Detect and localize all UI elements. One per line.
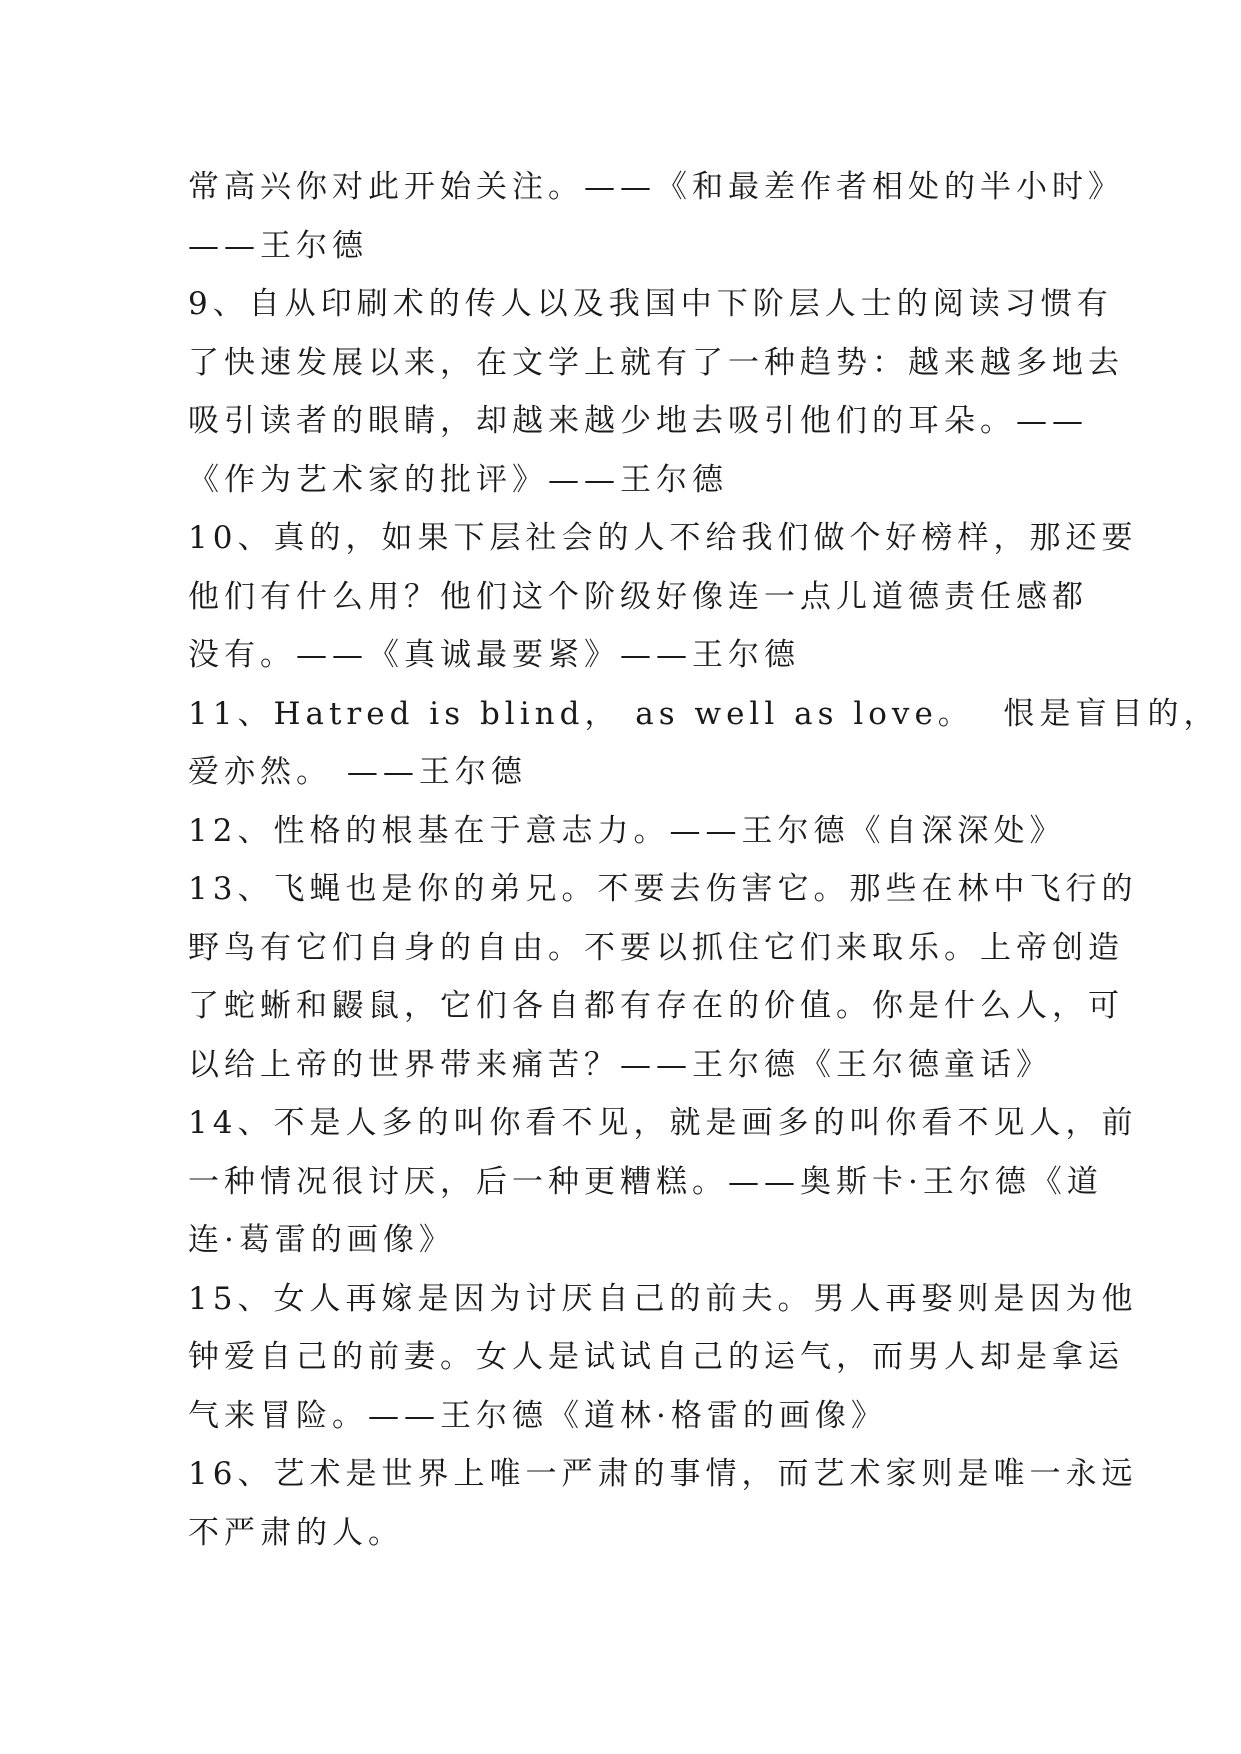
text-line: 《作为艺术家的批评》——王尔德 (188, 461, 728, 498)
text-line: 10、真的，如果下层社会的人不给我们做个好榜样，那还要 (188, 520, 1138, 556)
text-line: 了快速发展以来，在文学上就有了一种趋势：越来越多地去 (188, 344, 1124, 381)
text-line: 爱亦然。 ——王尔德 (188, 754, 527, 790)
text-line: 常高兴你对此开始关注。——《和最差作者相处的半小时》 (188, 169, 1124, 205)
text-line: 没有。——《真诚最要紧》——王尔德 (188, 637, 800, 673)
text-line: 吸引读者的眼睛，却越来越少地去吸引他们的耳朵。—— (188, 403, 1088, 439)
text-line: 不严肃的人。 (188, 1514, 404, 1551)
text-line: 他们有什么用？他们这个阶级好像连一点儿道德责任感都 (188, 578, 1088, 615)
text-line: 12、性格的根基在于意志力。——王尔德《自深深处》 (188, 812, 1066, 849)
text-line: 9、自从印刷术的传人以及我国中下阶层人士的阅读习惯有 (188, 286, 1113, 322)
text-line: 一种情况很讨厌，后一种更糟糕。——奥斯卡·王尔德《道 (188, 1163, 1103, 1200)
text-line: 16、艺术是世界上唯一严肃的事情，而艺术家则是唯一永远 (188, 1456, 1138, 1492)
text-line: ——王尔德 (188, 227, 368, 264)
text-line: 以给上帝的世界带来痛苦？——王尔德《王尔德童话》 (188, 1046, 1052, 1083)
text-line: 连·葛雷的画像》 (188, 1222, 455, 1258)
text-line: 野鸟有它们自身的自由。不要以抓住它们来取乐。上帝创造 (188, 929, 1124, 966)
text-line: 气来冒险。——王尔德《道林·格雷的画像》 (188, 1397, 887, 1434)
text-line: 钟爱自己的前妻。女人是试试自己的运气，而男人却是拿运 (188, 1339, 1124, 1375)
text-line: 15、女人再嫁是因为讨厌自己的前夫。男人再娶则是因为他 (188, 1280, 1138, 1317)
text-line: 了蛇蜥和鼹鼠，它们各自都有存在的价值。你是什么人，可 (188, 988, 1124, 1024)
text-line: 13、飞蝇也是你的弟兄。不要去伤害它。那些在林中飞行的 (188, 871, 1138, 907)
text-line: 11、Hatred is blind， as well as love。 恨是盲目的， (188, 695, 1220, 732)
document-body (188, 158, 1220, 1562)
text-line: 14、不是人多的叫你看不见，就是画多的叫你看不见人，前 (188, 1105, 1138, 1141)
